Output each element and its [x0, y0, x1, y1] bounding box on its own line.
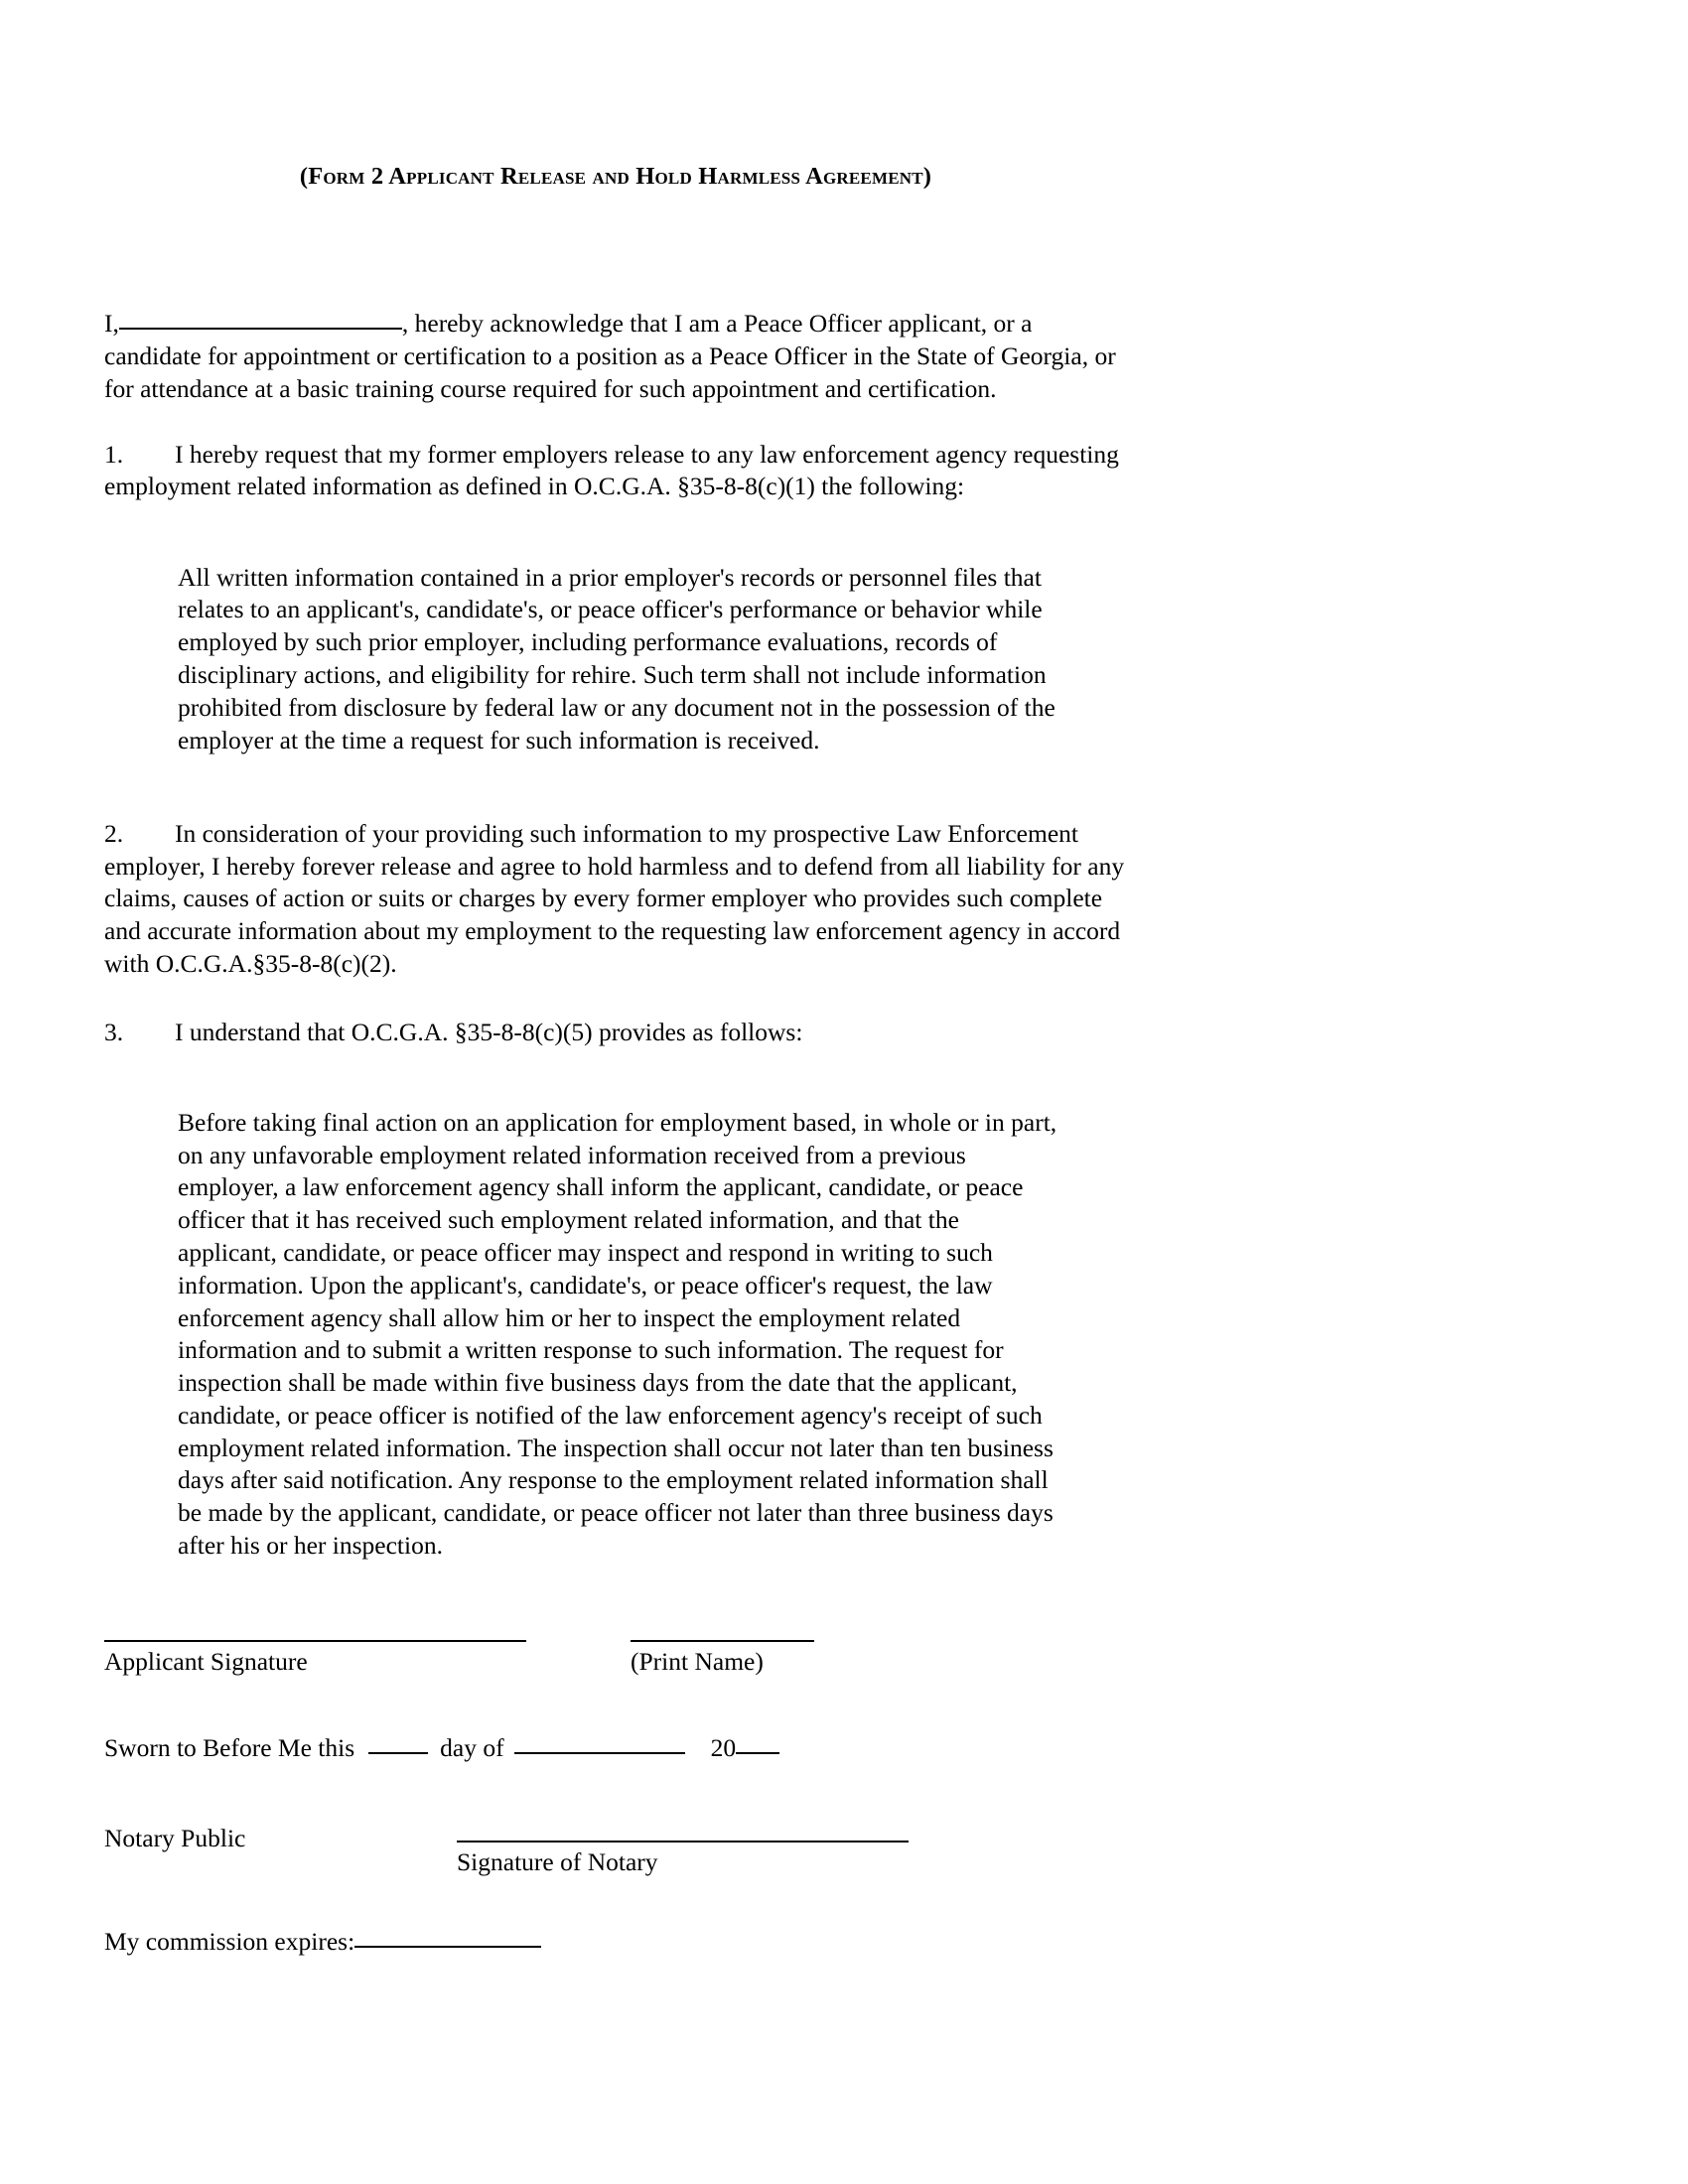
applicant-name-blank[interactable]	[119, 328, 402, 330]
gap-before-commission	[104, 1878, 1127, 1926]
clause-3-quote: Before taking final action on an application for employment based, in whole or in part, on any unfavorable employment related information received from a previous employer, a law enforcement agency shall inform the applicant, candidate, or peace officer that it has received such employment related information, and that the applicant, candidate, or peace officer may inspect and respond in writing to such information. Upon the applicant's, candidate's, or peace officer's request, the law enforcement agency shall allow him or her to inspect the employment related information and to submit a written response to such information. The request for inspection shall be made within five business days from the date that the applicant, candidate, or peace officer is notified of the law enforcement agency's receipt of such employment related information. The inspection shall occur not later than ten business days after said notification. Any response to the employment related information shall be made by the applicant, candidate, or peace officer not later than three business days after his or her inspection.	[178, 1107, 1057, 1560]
sworn-day-blank[interactable]	[368, 1752, 428, 1754]
gap-after-intro	[104, 406, 1127, 439]
commission-expires-line	[104, 1926, 1127, 1958]
intro-paragraph	[104, 308, 1127, 405]
page-title: (Form 2 Applicant Release and Hold Harmless Agreement)	[299, 163, 932, 190]
title-spacer	[104, 191, 1127, 308]
sworn-month-blank[interactable]	[514, 1752, 685, 1754]
commission-date-blank[interactable]	[354, 1946, 541, 1948]
sworn-prefix: Sworn to Before Me this	[104, 1732, 355, 1762]
signature-section	[104, 1640, 1127, 1959]
sworn-mid: day of	[440, 1732, 504, 1762]
gap-before-quote-3	[104, 1048, 1127, 1081]
notary-public-label: Notary Public	[104, 1824, 246, 1853]
print-name-label: (Print Name)	[631, 1646, 764, 1676]
gap-before-notary	[104, 1763, 1127, 1823]
gap-before-sworn	[104, 1678, 1127, 1732]
commission-label: My commission expires:	[104, 1927, 355, 1957]
notary-row	[104, 1823, 1127, 1878]
clause-3-text: I understand that O.C.G.A. §35-8-8(c)(5) provides as follows:	[175, 1017, 803, 1046]
intro-lead: I,	[104, 309, 119, 339]
clause-2	[104, 818, 1127, 981]
sworn-year-blank[interactable]	[736, 1752, 779, 1754]
clause-1-quote: All written information contained in a prior employer's records or personnel files that relates to an applicant's, candidate's, or peace officer's performance or behavior while employed by such prior employer, including performance evaluations, records of disciplinary actions, and eligibility for rehire. Such term shall not include information prohibited from disclosure by federal law or any document not in the possession of the employer at the time a request for such information is received.	[178, 562, 1055, 754]
applicant-signature-label: Applicant Signature	[104, 1646, 308, 1676]
clause-2-number: 2.	[104, 818, 124, 848]
sworn-year-prefix: 20	[710, 1732, 737, 1762]
clause-3-number: 3.	[104, 1017, 124, 1046]
clause-3	[104, 1017, 1127, 1049]
gap-before-quote-1	[104, 503, 1127, 536]
signature-of-notary-label: Signature of Notary	[457, 1847, 658, 1877]
clause-1	[104, 439, 1127, 504]
gap-after-quote-1	[104, 782, 1127, 818]
signature-labels-row	[104, 1642, 1127, 1678]
notary-signature-field[interactable]	[457, 1823, 909, 1878]
clause-1-number: 1.	[104, 439, 124, 469]
gap-after-clause-2	[104, 981, 1127, 1017]
clause-2-text: In consideration of your providing such information to my prospective Law Enforcement employer, I hereby forever release and agree to hold harmless and to defend from all liability for any claims, causes of action or suits or charges by every former employer who provides such complete and accurate information about my employment to the requesting law enforcement agency in accord with O.C.G.A.§35-8-8(c)(2).	[104, 818, 1125, 978]
document-content-column	[104, 0, 1127, 1958]
clause-1-text: I hereby request that my former employers release to any law enforcement agency requesting employment related information as defined in O.C.G.A. §35-8-8(c)(1) the following:	[104, 439, 1119, 501]
intro-text: , hereby acknowledge that I am a Peace Officer applicant, or a candidate for appointment or certification to a position as a Peace Officer in the State of Georgia, or for attendance at a basic training course required for such appointment and certification.	[104, 309, 1116, 403]
sworn-statement-line	[104, 1732, 1127, 1764]
